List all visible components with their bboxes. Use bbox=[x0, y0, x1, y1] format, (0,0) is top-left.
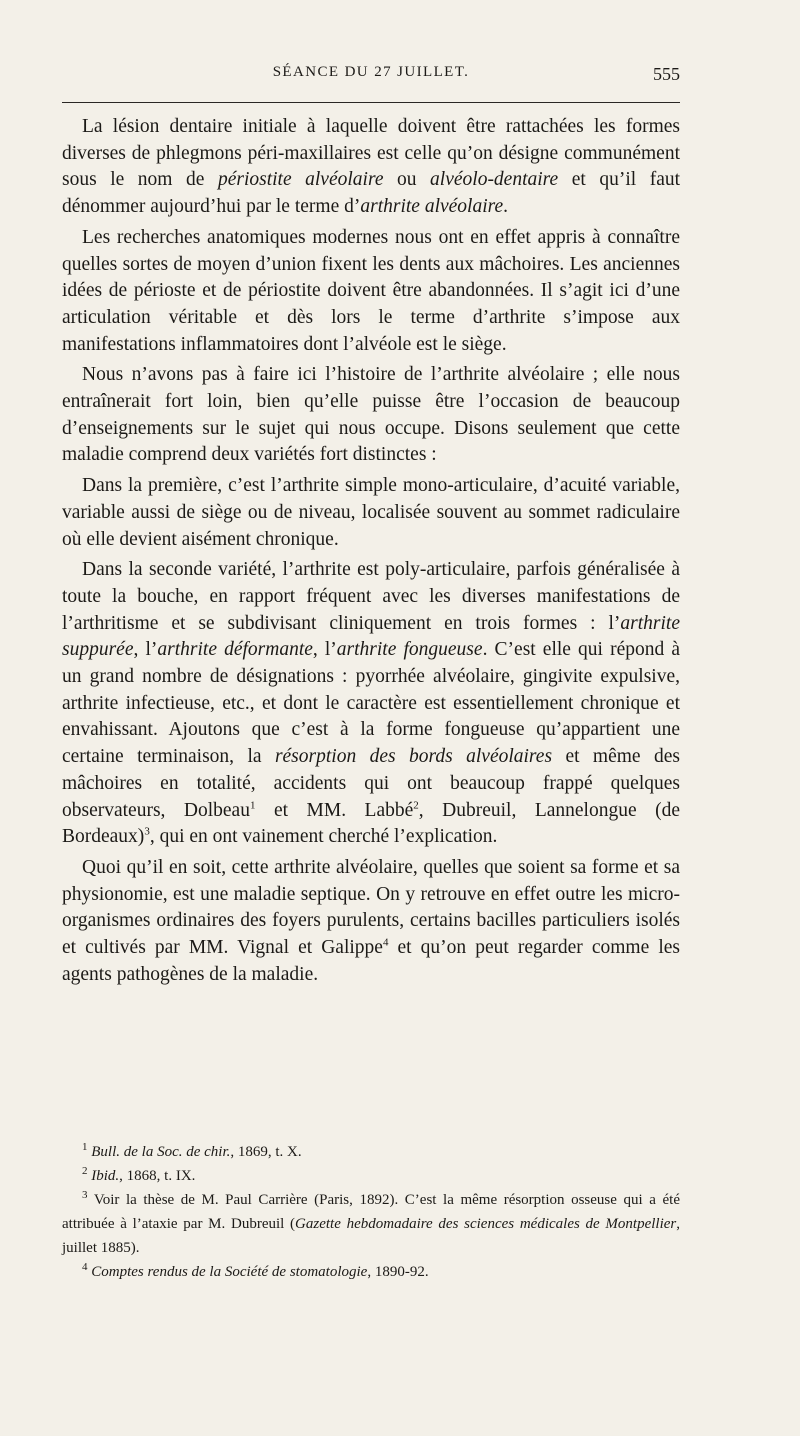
page-header bbox=[62, 64, 680, 94]
footnote-ref-1: 1 bbox=[249, 799, 256, 812]
footnote-ref-2: 2 bbox=[413, 799, 419, 812]
paragraph-3: Nous n’avons pas à faire ici l’histoire de l’arthrite alvéolaire ; elle nous entraînerait fort loin, bien qu’elle puisse être l’occasion de beaucoup d’enseignements sur le sujet qui nous occupe. Disons seulement que cette maladie comprend deux variétés fort distinctes : bbox=[62, 364, 680, 466]
footnote-ref-4: 4 bbox=[382, 936, 389, 949]
paragraph-6: Quoi qu’il en soit, cette arthrite alvéolaire, quelles que soient sa forme et sa physionomie, est une maladie septique. On y retrouve en effet outre les micro-organismes ordinaires des foyers purulents, certains bacilles particuliers isolés et cultivés par MM. Vignal et Galippe$^4$ et qu’on peut regarder comme les agents pathogènes de la maladie. bbox=[62, 856, 680, 985]
header-rule bbox=[62, 102, 680, 103]
paragraph-4: Dans la première, c’est l’arthrite simple mono-articulaire, d’acuité variable, variable aussi de siège ou de niveau, localisée souvent au sommet radiculaire où elle devient aisément chronique. bbox=[62, 475, 680, 550]
paragraph-2: Les recherches anatomiques modernes nous ont en effet appris à connaître quelles sortes de moyen d’union fixent les dents aux mâchoires. Les anciennes idées de périoste et de périostite doivent être abandonnées. Il s’agit ici d’une articulation véritable et dès lors le terme d’arthrite s’impose aux manifestations inflammatoires dont l’alvéole est le siège. bbox=[62, 226, 680, 355]
footnotes bbox=[62, 1140, 680, 1284]
footnote-ref-3: 3 bbox=[144, 825, 150, 838]
footnote-2: $^2$ Ibid., 1868, t. IX. bbox=[82, 1165, 196, 1184]
paragraph-5: Dans la seconde variété, l’arthrite est poly-articulaire, parfois généralisée à toute la bouche, en rapport fréquent avec les diverses manifestations de l’arthritisme et se subdivisant cliniquement en trois formes : l’arthrite suppurée, l’arthrite déformante, l’arthrite fongueuse. C’est elle qui répond à un grand nombre de désignations : pyorrhée alvéolaire, gingivite expulsive, arthrite infectieuse, etc., et dont le caractère est essentiellement chronique et envahissant. Ajoutons que c’est à la forme fongueuse qu’appartient une certaine terminaison, la résorption des bords alvéolaires et même des mâchoires en totalité, accidents qui ont beaucoup frappé quelques observateurs, Dolbeau$^1$ et MM. Labbé$^2$, Dubreuil, Lannelongue (de Bordeaux)$^3$, qui en ont vainement cherché l’explication. bbox=[62, 559, 680, 848]
running-head: SÉANCE DU 27 JUILLET. bbox=[272, 64, 470, 80]
paragraph-1: La lésion dentaire initiale à laquelle doivent être rattachées les formes diverses de phlegmons péri-maxillaires est celle qu’on désigne communément sous le nom de périostite alvéolaire ou alvéolo-dentaire et qu’il faut dénommer aujourd’hui par le terme d’arthrite alvéolaire. bbox=[62, 116, 681, 218]
footnote-1: $^1$ Bull. de la Soc. de chir., 1869, t. X. bbox=[82, 1141, 302, 1160]
page-number: 555 bbox=[653, 64, 680, 84]
footnote-3: $^3$ Voir la thèse de M. Paul Carrière (Paris, 1892). C’est la même résorption osseuse qui a été attribuée à l’ataxie par M. Dubreuil (Gazette hebdomadaire des sciences médicales de Montpellier, juillet 1885). bbox=[62, 1189, 680, 1256]
footnote-4: $^4$ Comptes rendus de la Société de stomatologie, 1890-92. bbox=[82, 1261, 429, 1280]
body-text bbox=[62, 114, 680, 993]
